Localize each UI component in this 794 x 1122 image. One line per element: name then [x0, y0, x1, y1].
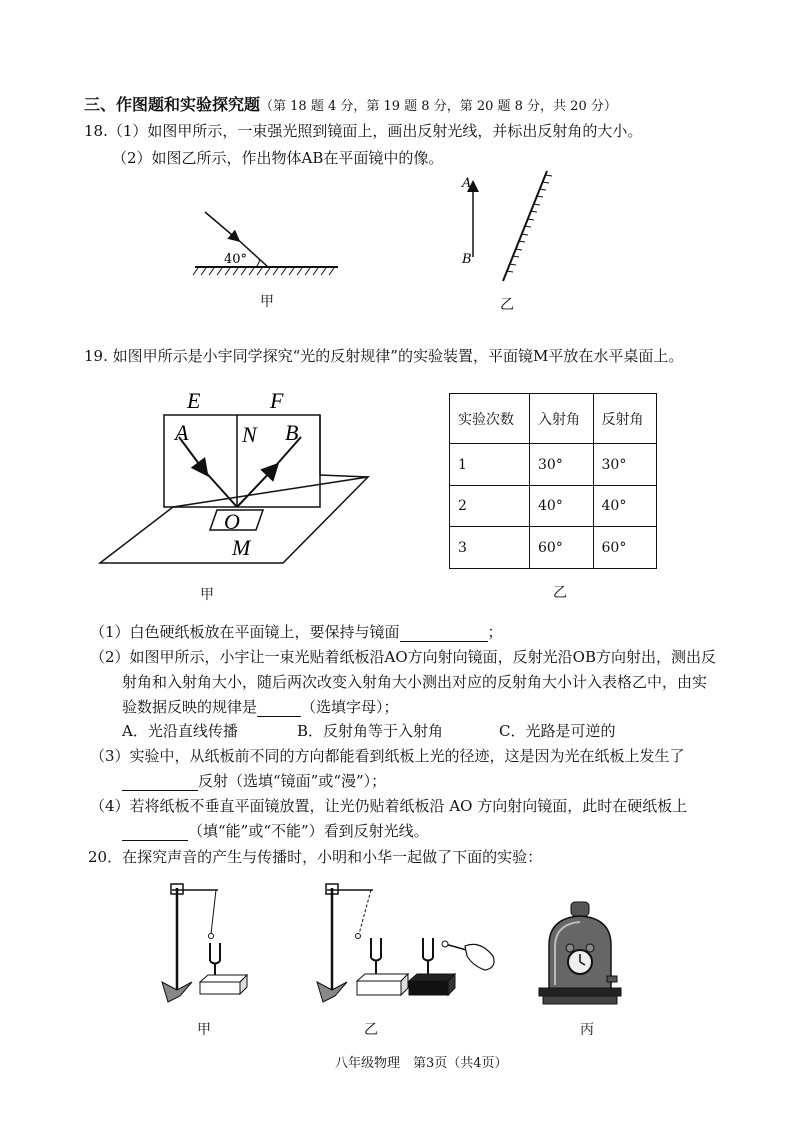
q19-part3-line2: [122, 770, 386, 791]
table-cell: 60°: [530, 527, 594, 569]
section-scores: （第 18 题 4 分，第 19 题 8 分，第 20 题 8 分，共 20 分）: [260, 99, 617, 114]
table-row: [450, 485, 657, 527]
answer-blank-1[interactable]: [400, 623, 488, 642]
q19-part1-end: ；: [487, 623, 503, 641]
point-b-label: B: [462, 252, 472, 267]
table-header-cell: 实验次数: [450, 394, 530, 444]
point-a-label: A: [462, 176, 472, 191]
q19-part2-text: 验数据反映的规律是: [122, 698, 258, 716]
q19-part4-line1: （4）若将纸板不垂直平面镜放置，让光仍贴着纸板沿 AO 方向射向镜面，此时在硬纸板上: [90, 797, 688, 815]
table-caption-yi: 乙: [553, 585, 567, 601]
section-title: 三、作图题和实验探究题: [84, 95, 261, 114]
q18-object-mirror-figure: [455, 165, 565, 290]
q20-intro: 20．在探究声音的产生与传播时，小明和小华一起做了下面的实验：: [88, 848, 543, 866]
option-a: A．光沿直线传播: [122, 722, 238, 740]
answer-blank-2[interactable]: [257, 698, 301, 717]
option-b: B．反射角等于入射角: [297, 722, 444, 740]
label-b: B: [285, 420, 299, 445]
table-header-row: [450, 394, 657, 444]
q19-part1-text: （1）白色硬纸板放在平面镜上，要保持与镜面: [90, 623, 400, 641]
fig-caption-jia-20: 甲: [197, 1022, 211, 1038]
q18-part1: 18.（1）如图甲所示，一束强光照到镜面上，画出反射光线，并标出反射角的大小。: [84, 122, 643, 140]
q19-part1: [90, 621, 503, 642]
fig-caption-yi-18: 乙: [500, 297, 514, 313]
table-cell: 40°: [530, 485, 594, 527]
fig-caption-yi-20: 乙: [364, 1022, 378, 1038]
table-row: [450, 527, 657, 569]
table-header-cell: 反射角: [593, 394, 657, 444]
q18-mirror-figure: [190, 205, 340, 280]
q18-part2: （2）如图乙所示，作出物体AB在平面镜中的像。: [112, 149, 444, 167]
q19-part3-text: 反射（选填“镜面”或“漫”）；: [198, 772, 387, 790]
label-a: A: [175, 420, 189, 445]
sound-experiment-jia: [150, 878, 260, 1008]
table-header-cell: 入射角: [530, 394, 594, 444]
section-header: [84, 92, 617, 115]
answer-blank-4[interactable]: [122, 822, 188, 841]
table-cell: 2: [450, 485, 530, 527]
bell-jar-figure: [535, 900, 625, 1010]
q19-part2-line3: [122, 696, 399, 717]
table-cell: 30°: [593, 444, 657, 486]
fig-caption-jia-19: 甲: [200, 587, 214, 603]
answer-blank-3[interactable]: [122, 772, 198, 791]
page-footer: 八年级物理 第3页（共4页）: [335, 1056, 508, 1071]
fig-caption-jia-18: 甲: [260, 294, 274, 310]
q19-apparatus-figure: [95, 385, 385, 570]
q19-part2-line1: （2）如图甲所示，小宇让一束光贴着纸板沿AO方向射向镜面，反射光沿OB方向射出，测出反: [90, 648, 716, 666]
table-cell: 30°: [530, 444, 594, 486]
q19-part2-line2: 射角和入射角大小，随后两次改变入射角大小测出对应的反射角大小计入表格乙中，由实: [122, 673, 708, 691]
q19-part4-line2: [122, 820, 429, 841]
q19-part2-end: （选填字母）；: [301, 698, 399, 716]
fig-caption-bing-20: 丙: [580, 1022, 594, 1038]
sound-experiment-yi: [305, 878, 505, 1008]
q19-part4-text: （填“能”或“不能”）看到反射光线。: [188, 822, 429, 840]
label-f: F: [270, 388, 284, 413]
label-n: N: [242, 422, 257, 447]
q19-intro: 19. 如图甲所示是小宇同学探究“光的反射规律”的实验装置，平面镜M平放在水平桌面上。: [84, 347, 684, 365]
label-o: O: [224, 509, 240, 534]
q19-part3-line1: （3）实验中，从纸板前不同的方向都能看到纸板上光的径迹，这是因为光在纸板上发生了: [90, 747, 685, 765]
label-m: M: [232, 535, 251, 560]
data-table: [449, 393, 657, 569]
table-row: [450, 444, 657, 486]
table-cell: 3: [450, 527, 530, 569]
option-c: C．光路是可逆的: [499, 722, 616, 740]
table-cell: 60°: [593, 527, 657, 569]
table-cell: 40°: [593, 485, 657, 527]
angle-label: 40°: [224, 252, 248, 267]
label-e: E: [187, 388, 201, 413]
table-cell: 1: [450, 444, 530, 486]
